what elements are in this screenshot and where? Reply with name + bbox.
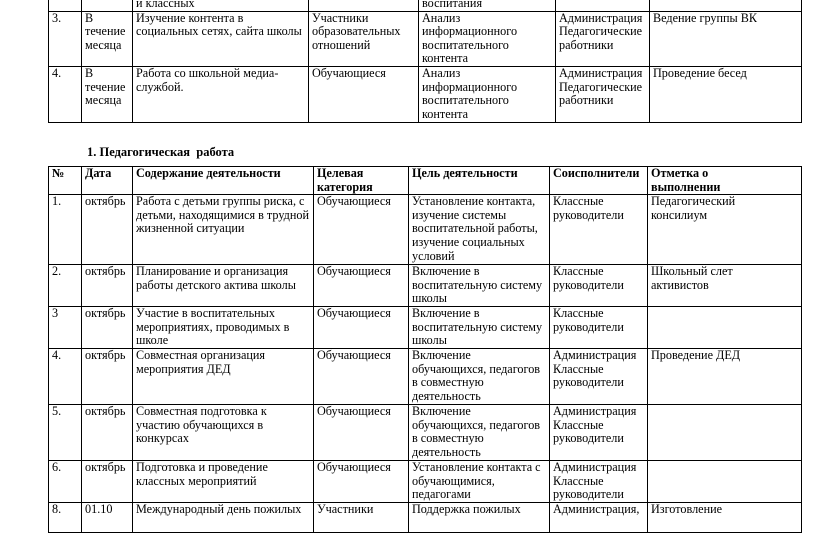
table-cell: октябрь (82, 461, 133, 503)
table-cell: Работа со школьной медиа- службой. (133, 66, 309, 122)
table-cell: Обучающиеся (314, 265, 409, 307)
table-row-partial (49, 0, 802, 11)
table-cell: Изготовление (648, 503, 802, 533)
table-cell: Содержание деятельности (133, 167, 314, 195)
table-cell: Дата (82, 167, 133, 195)
table-cell: Участие в воспитательных мероприятиях, проводимых в школе (133, 307, 314, 349)
table-cell (309, 0, 419, 11)
table-row (49, 405, 802, 461)
table-cell: Администрация Педагогические работники (556, 11, 650, 66)
table-cell: Совместная организация мероприятия ДЕД (133, 349, 314, 405)
activity-table-body (49, 0, 802, 122)
table-cell: октябрь (82, 349, 133, 405)
table-cell: № (49, 167, 82, 195)
table-cell: Цель деятельности (409, 167, 550, 195)
table-cell: Администрация Классные руководители (550, 349, 648, 405)
table-cell: Обучающиеся (314, 405, 409, 461)
table-cell (650, 0, 802, 11)
table-cell: октябрь (82, 307, 133, 349)
table-cell: Классные руководители (550, 195, 648, 265)
table-row (49, 461, 802, 503)
table-cell (556, 0, 650, 11)
table-cell: Педагогический консилиум (648, 195, 802, 265)
table-row (49, 195, 802, 265)
table-cell: Совместная подготовка к участию обучающихся в конкурсах (133, 405, 314, 461)
table-cell: Изучение контента в социальных сетях, сайта школы (133, 11, 309, 66)
table-cell: 6. (49, 461, 82, 503)
table-cell: Проведение ДЕД (648, 349, 802, 405)
table-cell: Администрация Педагогические работники (556, 66, 650, 122)
table-cell: октябрь (82, 265, 133, 307)
table-cell: Классные руководители (550, 307, 648, 349)
table-cell: Включение в воспитательную систему школы (409, 307, 550, 349)
table-cell (82, 0, 133, 11)
table-cell: В течение месяца (82, 66, 133, 122)
pedagogical-work-table (48, 166, 802, 533)
table-cell: Участники (314, 503, 409, 533)
table-cell: Установление контакта с обучающимися, педагогами (409, 461, 550, 503)
table-cell: Классные руководители (550, 265, 648, 307)
table-cell: Включение обучающихся, педагогов в совместную деятельность (409, 405, 550, 461)
table-cell: Соисполнители (550, 167, 648, 195)
table-cell: воспитания (419, 0, 556, 11)
table-cell: Администрация, (550, 503, 648, 533)
header-row (49, 167, 802, 195)
table-cell: Работа с детьми группы риска, с детьми, находящимися в трудной жизненной ситуации (133, 195, 314, 265)
table-cell: 3. (49, 11, 82, 66)
table-row (49, 503, 802, 533)
table-cell: октябрь (82, 195, 133, 265)
table-cell: Целевая категория (314, 167, 409, 195)
table-row (49, 66, 802, 122)
table-cell: Планирование и организация работы детского актива школы (133, 265, 314, 307)
table-cell: 4. (49, 349, 82, 405)
table-cell: Включение в воспитательную систему школы (409, 265, 550, 307)
table-cell (648, 405, 802, 461)
table-cell: В течение месяца (82, 11, 133, 66)
table-row (49, 349, 802, 405)
table-cell: Анализ информационного воспитательного контента (419, 66, 556, 122)
table-cell: Обучающиеся (309, 66, 419, 122)
table-cell: и классных (133, 0, 309, 11)
table-cell: 8. (49, 503, 82, 533)
activity-table-continued (48, 0, 802, 123)
table-cell: Ведение группы ВК (650, 11, 802, 66)
table-cell: 1. (49, 195, 82, 265)
table-cell: Проведение бесед (650, 66, 802, 122)
table-cell: Обучающиеся (314, 349, 409, 405)
table-cell: Обучающиеся (314, 307, 409, 349)
table-cell: Школьный слет активистов (648, 265, 802, 307)
table-cell: Участники образовательных отношений (309, 11, 419, 66)
table-cell: 3 (49, 307, 82, 349)
table-row (49, 11, 802, 66)
table-cell: Включение обучающихся, педагогов в совместную деятельность (409, 349, 550, 405)
table-cell: 4. (49, 66, 82, 122)
table-cell: Обучающиеся (314, 461, 409, 503)
table-row (49, 307, 802, 349)
table-cell: Поддержка пожилых (409, 503, 550, 533)
table-cell: октябрь (82, 405, 133, 461)
table-cell: 01.10 (82, 503, 133, 533)
table-cell (49, 0, 82, 11)
table-cell: 5. (49, 405, 82, 461)
table-cell: Обучающиеся (314, 195, 409, 265)
table-cell (648, 307, 802, 349)
table-cell: Подготовка и проведение классных мероприятий (133, 461, 314, 503)
table-cell: Установление контакта, изучение системы воспитательной работы, изучение социальных условий (409, 195, 550, 265)
table-cell: Администрация Классные руководители (550, 405, 648, 461)
table-cell: Администрация Классные руководители (550, 461, 648, 503)
table-header (49, 167, 802, 195)
table-cell: Отметка о выполнении (648, 167, 802, 195)
table-cell: 2. (49, 265, 82, 307)
table-cell (648, 461, 802, 503)
section-title: 1. Педагогическая работа (87, 145, 235, 159)
pedagogical-work-table-body (49, 195, 802, 533)
table-cell: Анализ информационного воспитательного контента (419, 11, 556, 66)
table-row (49, 265, 802, 307)
table-cell: Международный день пожилых (133, 503, 314, 533)
